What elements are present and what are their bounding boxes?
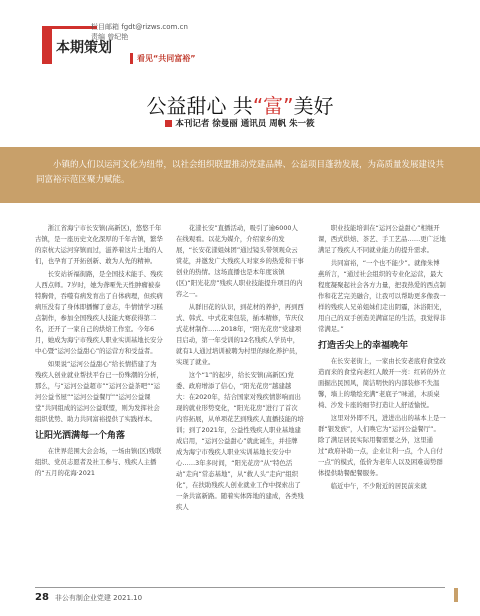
- column-2: [176, 223, 304, 515]
- paragraph: 如果说“运河公益甜心”给长情搭建了为残疾人创业就业帮扶平台已一份殊潮的分析，那么，与“运河公益超市”“运河公益茶吧”“运河公益书屋”“运河公益餐厅”“运河公益课堂”共同组成的运河公益联盟，则为发挥社会组织优势、助力共同富裕提供了实践样本。: [35, 360, 163, 423]
- lead-box: [0, 147, 480, 203]
- title-quote: “富”: [252, 94, 294, 118]
- responsible-editor: 责编 曾纪艳: [91, 33, 129, 41]
- column-email: 栏目邮箱 fgdt@rizws.com.cn: [91, 23, 188, 31]
- paragraph: 共同富裕，“一个也不能少”。就像朱博燕所言，“通过社会组织的专业化运营，最大程度凝聚起社会各方力量，把我热爱的西点制作和花艺完美融合，让我可以帮助更多像我一样的残疾人兄弟姐妹们走出阴霾，沐浴阳光，用自己的双手创造美满富足的生活，我觉得非常满足。”: [318, 259, 446, 333]
- subheading: 让阳光洒满每一个角落: [35, 431, 126, 441]
- footer-rule: [35, 587, 445, 588]
- byline-marker: [165, 120, 172, 127]
- title-part-1: 公益甜心 共: [146, 94, 253, 118]
- page-number: 28: [35, 592, 49, 603]
- paragraph: 长安站祈福街路，是全国技术能手、残疾人西点师。7岁时，她为聋哑先天性肿瘤被泰特胸骨，吞噬有病发育出了自体病理，但疾病病压没有了身体即播懈了意志，牛情情学习糕点制作，参加全国残疾人技能大赛获得第二名，还开了一家自己的烘焙工作室。今年6月，她成为海宁市残疾人职业实训基地长安分中心暨“运河公益甜心”的运营方和受益者。: [35, 270, 163, 355]
- corner-mark: [454, 588, 458, 602]
- paragraph: 临近中午，不少附近的居民前来就: [330, 482, 427, 490]
- subheading: 打造舌尖上的幸福晚年: [318, 341, 409, 351]
- column-1: [35, 223, 163, 481]
- byline: [0, 117, 480, 129]
- column-3: [318, 223, 446, 494]
- header-accent-bar: [42, 26, 52, 64]
- paragraph: 花漾长安”直播活动，吸引了逾6000人在线观看。以花为媒介，介绍家乡的发展，“长安花漾姐妹团”通过镜头带领观众云赏花，并邀发广大残疾人对家乡的热爱和干事创业的热情。这场直播也是本年度该镇(区)“阳光花房”残疾人职业技能提升项目的内容之一。: [176, 224, 304, 298]
- column-title: 本期策划: [56, 40, 112, 56]
- lead-text: 小镇的人们以运河文化为纽带，以社会组织联盟推动党建品牌、公益项目蓬勃发展，为高质量发展建设共同富裕示范区聚力赋能。: [36, 160, 445, 185]
- magazine-name: 非公有制企业党建 2021.10: [54, 594, 143, 602]
- header-accent-line: [42, 26, 97, 29]
- title-part-2: 美好: [293, 94, 334, 118]
- paragraph: 这个“1”的起步，给长安镇(高新区)党委、政府增添了信心，“阳光花房”越建越大：在2020年，结合国家对残疾情影响而出现的就业形势变化，“阳光花房”进行了首次内容拓展，从单项花艺到残疾人直播技能的培训；到了2021年，公益性残疾人职业基地建成启用，“运河公益甜心”就此诞生，并挂牌成为海宁市残疾人职业实训基地长安分中心……3年多时间，“阳光花房”从“特色活动”走向“常态基地”，从“救人头”走向“组织化”，在扶助残疾人创业就业工作中探索出了一条共富新路。随着实体阵地的建成，各类残疾人: [176, 371, 304, 511]
- paragraph: 在世界范围大会会场，一场由镇(区)残联组织、党员志愿者及社工参与、残疾人主播的“五月的花海·2021: [35, 447, 162, 477]
- paragraph: 职业技能培训在“运河公益甜心”相继开课，西式烘焙、茶艺、手工艺品……更广泛地满足了残疾人不同就业能力的提升需求。: [318, 224, 446, 254]
- paragraph: 在长安老街上，一家由长安老底府食堂改造而来的食堂向老红人敞开一亮：红砖的外立面掘出民国风，简洁明快的内部装修不失温馨，墙上的墩绘充满“老底子”味道，木质桌椅、沙发卡座的细节打造让人舒适愉悦。: [318, 357, 446, 409]
- paragraph: 这里对外即不凡，进进出出的基本上是一群“银发族”，人们唤它为“运河公益餐厅”。除了满足居民实际用餐需要之外，这里通过“政府补助一点，企业让利一点，个人自付一点”的模式，低价为老年人以及困难弱势群体提供助餐配餐服务。: [318, 414, 446, 477]
- byline-text: 本刊记者 徐曼丽 通讯员 周帆 朱一筱: [175, 119, 315, 129]
- paragraph: 浙江省海宁市长安镇(高新区)，悠悠千年古镇，是一座历史文化深厚的千年古镇，繁华的京杭大运河穿镇而过，滋养着这片土地的人们，也孕育了开拓创新、敢为人先的精神。: [35, 224, 163, 265]
- paragraph: 从群旧花的认识，到花材的养护，再到西式、韩式、中式花束包装，插本精修，节庆仪式花材制作……2018年，“阳光花房”党建项目启动，第一年受训的12名残疾人学员中，就有1人通过培训被聘为村里的绿化养护员，实现了就业。: [176, 303, 304, 366]
- footer: [35, 592, 142, 603]
- article-title: [0, 90, 480, 119]
- topic-tag: 看见“共同富裕”: [130, 53, 196, 64]
